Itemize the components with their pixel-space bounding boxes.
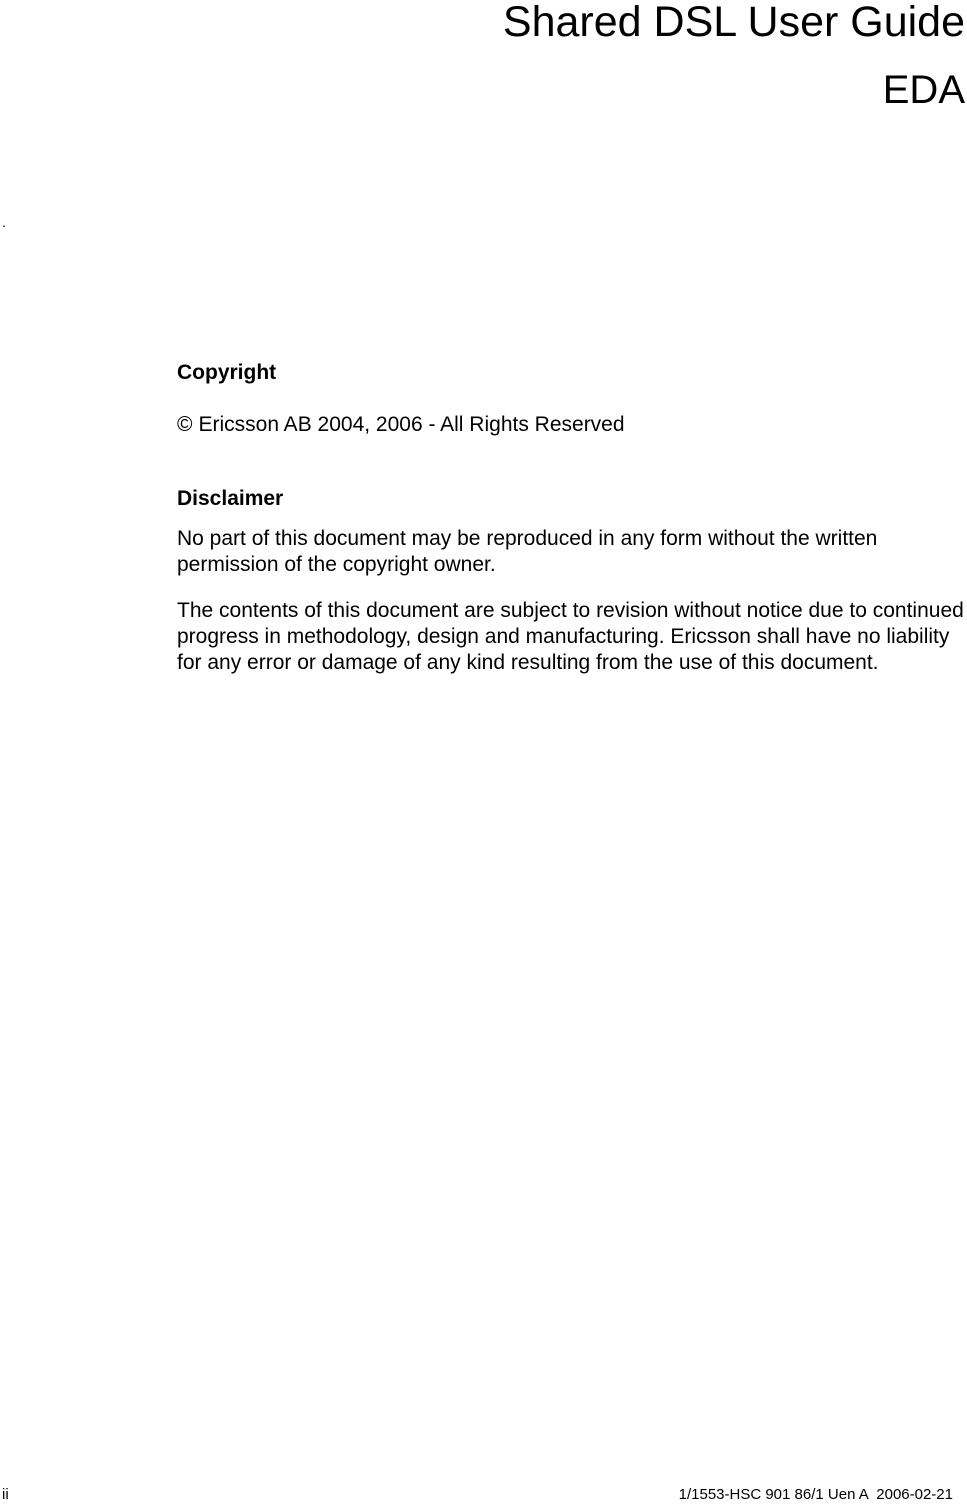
- document-subtitle: EDA: [882, 68, 965, 112]
- legal-section: [177, 358, 967, 676]
- disclaimer-heading: Disclaimer: [177, 487, 284, 510]
- page-footer: [0, 1485, 967, 1505]
- copyright-icon: ©: [177, 413, 193, 436]
- stray-mark: .: [2, 214, 6, 230]
- document-title: Shared DSL User Guide: [502, 0, 965, 46]
- disclaimer-paragraph: The contents of this document are subject to revision without notice due to continued progress in methodology, design and manufacturing. Ericsson shall have no liability for any error or damage of any kind resulting from the use of this document.: [177, 599, 964, 674]
- copyright-notice: [177, 412, 967, 438]
- page-number: ii: [2, 1486, 9, 1503]
- copyright-heading: Copyright: [177, 361, 277, 384]
- document-reference: 1/1553-HSC 901 86/1 Uen A 2006-02-21: [678, 1486, 953, 1503]
- disclaimer-paragraph: No part of this document may be reproduced in any form without the written permission of the copyright owner.: [177, 527, 878, 576]
- copyright-text: Ericsson AB 2004, 2006 - All Rights Reserved: [198, 413, 625, 436]
